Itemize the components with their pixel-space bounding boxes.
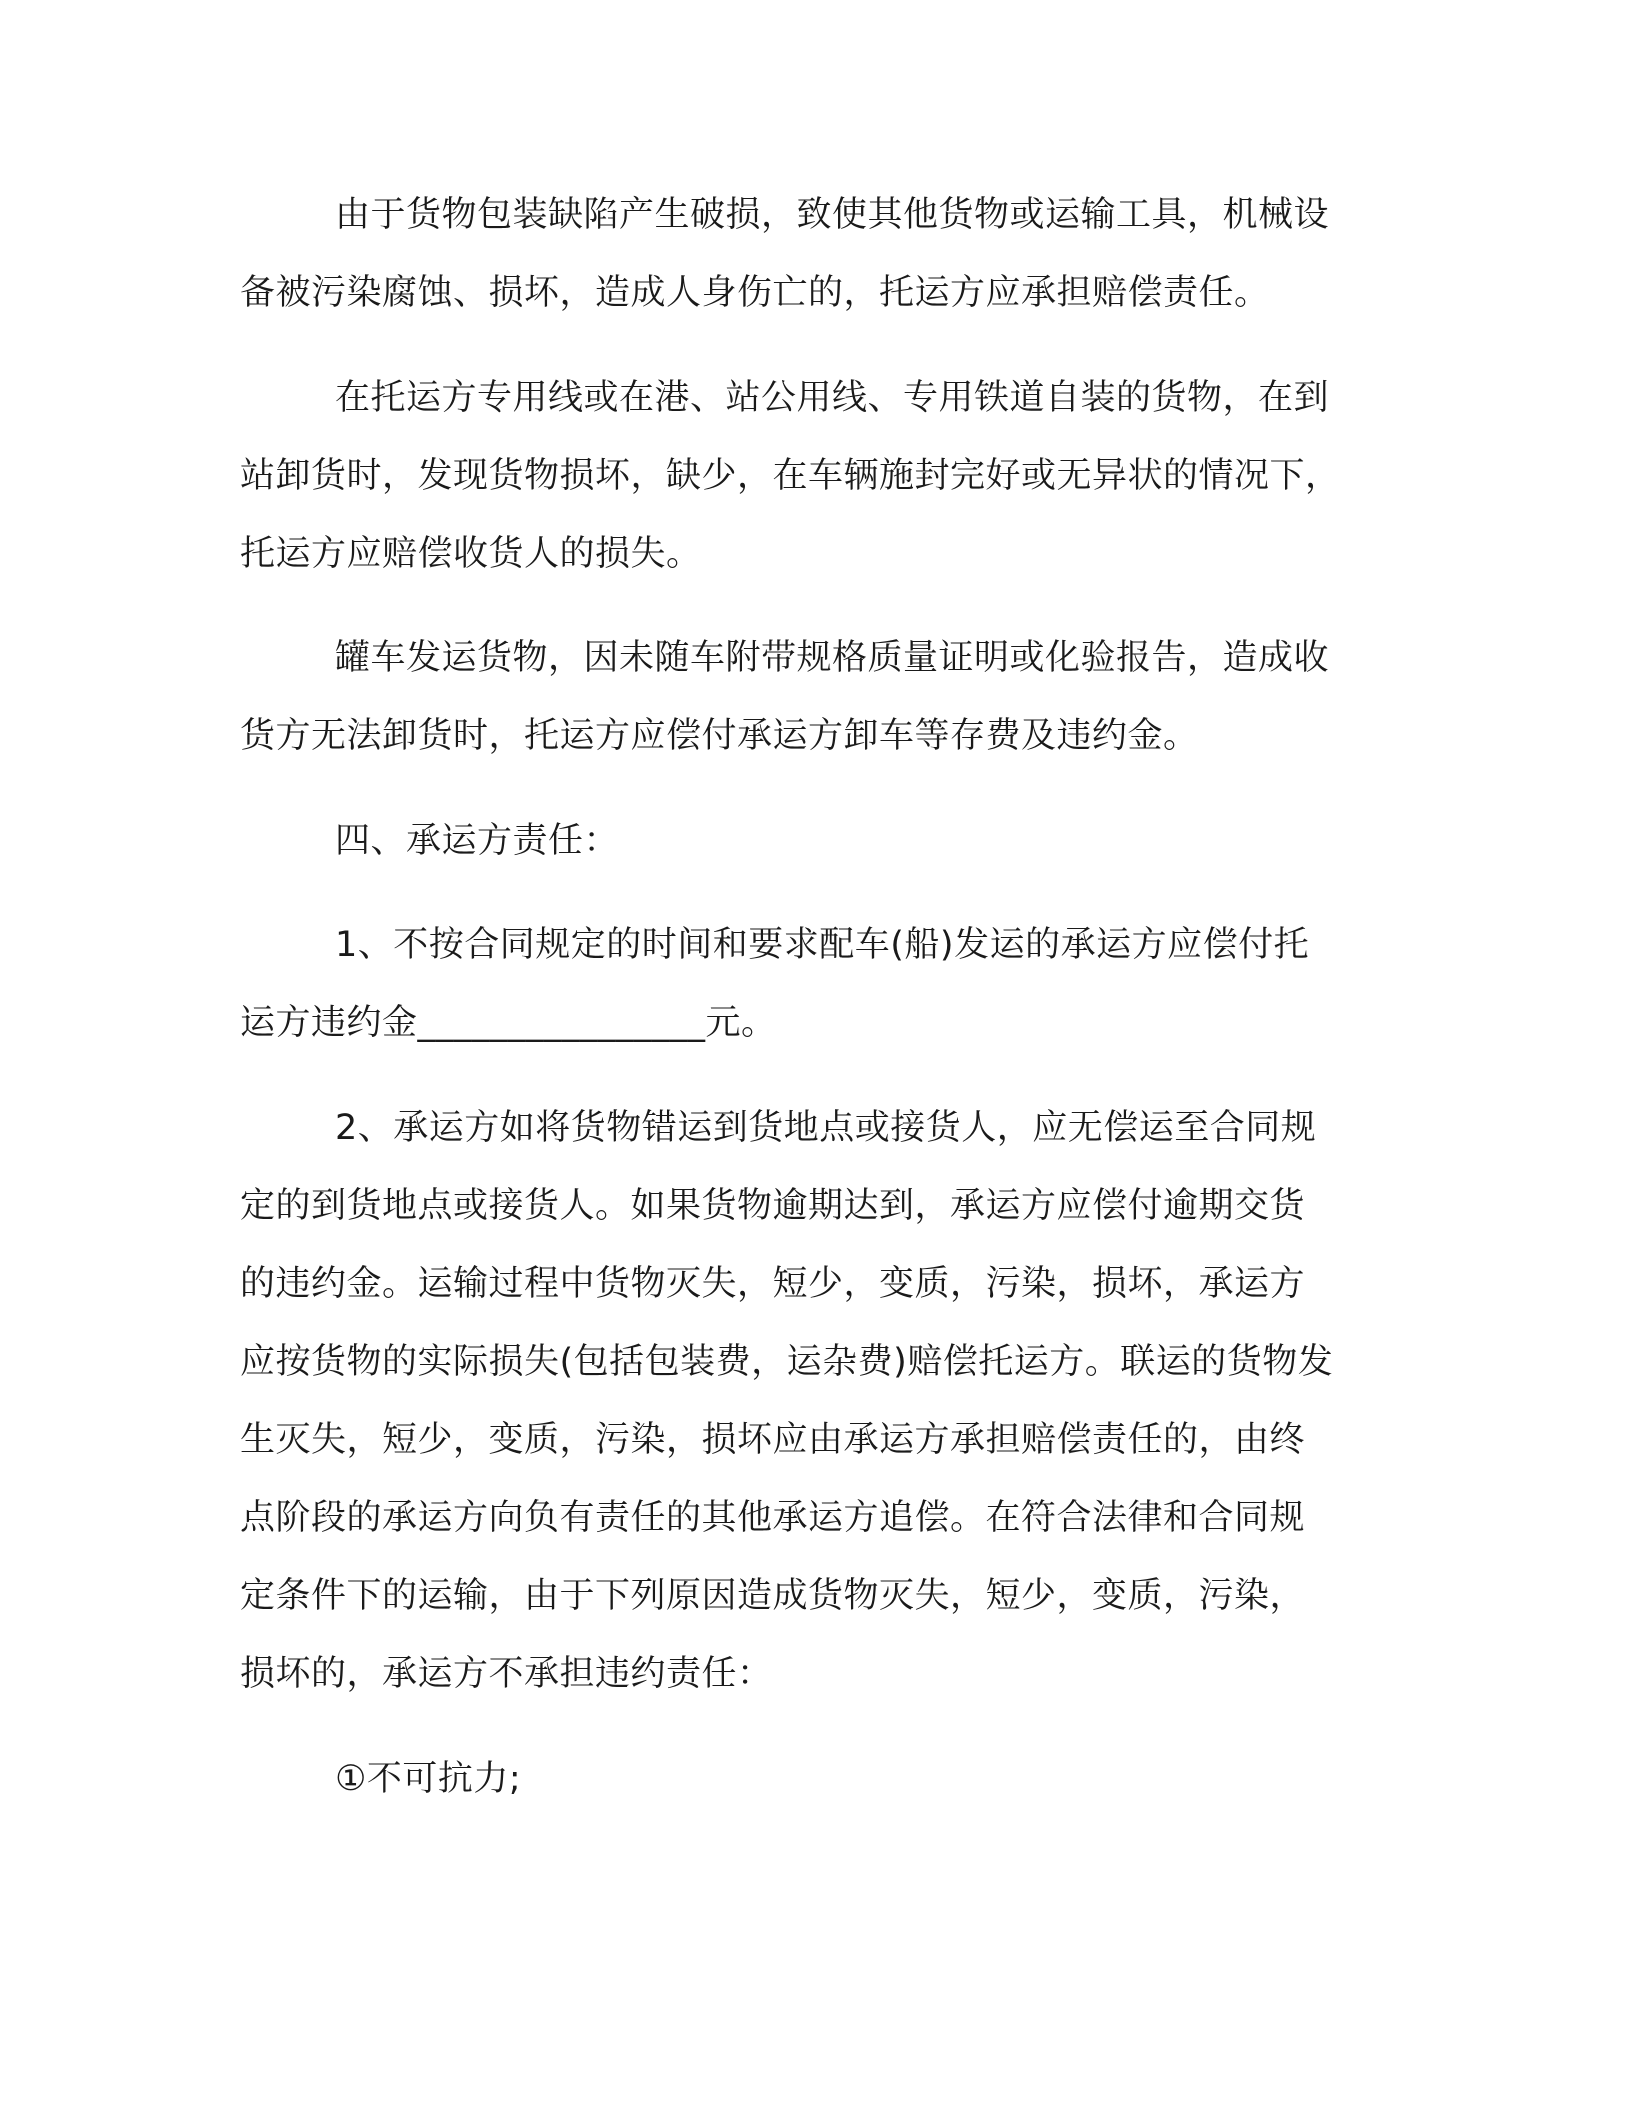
paragraph-2-line-1: 在托运方专用线或在港、站公用线、专用铁道自装的货物，在到 bbox=[335, 378, 1330, 418]
paragraph-3-line-1: 罐车发运货物，因未随车附带规格质量证明或化验报告，造成收 bbox=[335, 638, 1330, 678]
section-heading: 四、承运方责任： bbox=[335, 821, 620, 861]
paragraph-5-line-2: 运方违约金________________元。 bbox=[240, 1003, 777, 1043]
paragraph-6-line-6: 点阶段的承运方向负有责任的其他承运方追偿。在符合法律和合同规 bbox=[240, 1498, 1306, 1538]
paragraph-6-line-3: 的违约金。运输过程中货物灭失，短少，变质，污染，损坏，承运方 bbox=[240, 1264, 1306, 1304]
paragraph-6-line-4: 应按货物的实际损失(包括包装费，运杂费)赔偿托运方。联运的货物发 bbox=[240, 1342, 1334, 1382]
paragraph-6-line-7: 定条件下的运输，由于下列原因造成货物灭失，短少，变质，污染， bbox=[240, 1576, 1306, 1616]
list-item-force-majeure: ①不可抗力; bbox=[335, 1759, 522, 1799]
paragraph-6-line-8: 损坏的，承运方不承担违约责任： bbox=[240, 1654, 773, 1694]
paragraph-6-line-1: 2、承运方如将货物错运到货地点或接货人，应无偿运至合同规 bbox=[335, 1108, 1317, 1148]
paragraph-2-line-3: 托运方应赔偿收货人的损失。 bbox=[240, 534, 702, 574]
paragraph-5-line-1: 1、不按合同规定的时间和要求配车(船)发运的承运方应偿付托 bbox=[335, 925, 1310, 965]
paragraph-1-line-1: 由于货物包装缺陷产生破损，致使其他货物或运输工具，机械设 bbox=[335, 195, 1330, 235]
paragraph-3-line-2: 货方无法卸货时，托运方应偿付承运方卸车等存费及违约金。 bbox=[240, 716, 1199, 756]
paragraph-6-line-2: 定的到货地点或接货人。如果货物逾期达到，承运方应偿付逾期交货 bbox=[240, 1186, 1306, 1226]
paragraph-1-line-2: 备被污染腐蚀、损坏，造成人身伤亡的，托运方应承担赔偿责任。 bbox=[240, 273, 1270, 313]
paragraph-2-line-2: 站卸货时，发现货物损坏，缺少，在车辆施封完好或无异状的情况下， bbox=[240, 456, 1341, 496]
paragraph-6-line-5: 生灭失，短少，变质，污染，损坏应由承运方承担赔偿责任的，由终 bbox=[240, 1420, 1306, 1460]
